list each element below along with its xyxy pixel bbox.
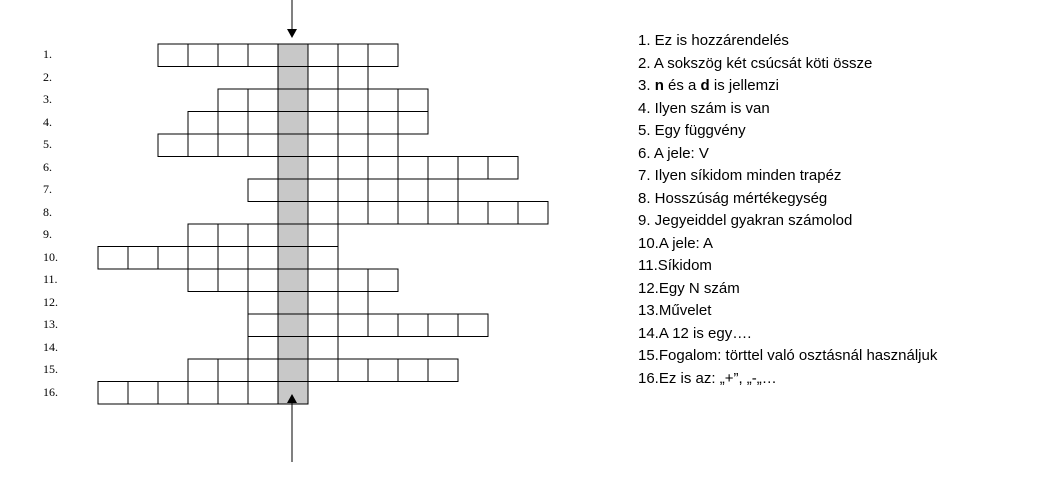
crossword-cell[interactable] bbox=[188, 112, 218, 135]
crossword-cell[interactable] bbox=[218, 359, 248, 382]
crossword-cell[interactable] bbox=[338, 89, 368, 112]
crossword-cell[interactable] bbox=[248, 44, 278, 67]
crossword-cell[interactable] bbox=[518, 202, 548, 225]
crossword-cell[interactable] bbox=[128, 382, 158, 405]
crossword-cell[interactable] bbox=[398, 179, 428, 202]
crossword-cell[interactable] bbox=[188, 247, 218, 270]
crossword-cell[interactable] bbox=[398, 89, 428, 112]
crossword-cell[interactable] bbox=[338, 179, 368, 202]
crossword-cell[interactable] bbox=[368, 359, 398, 382]
crossword-cell[interactable] bbox=[308, 224, 338, 247]
crossword-cell[interactable] bbox=[308, 269, 338, 292]
clue-12: 12.Egy N szám bbox=[638, 279, 740, 297]
crossword-cell[interactable] bbox=[428, 314, 458, 337]
crossword-cells bbox=[98, 44, 548, 404]
crossword-cell[interactable] bbox=[488, 157, 518, 180]
crossword-cell[interactable] bbox=[338, 202, 368, 225]
crossword-cell[interactable] bbox=[398, 202, 428, 225]
solution-cell[interactable] bbox=[278, 67, 308, 90]
crossword-cell[interactable] bbox=[308, 292, 338, 315]
crossword-cell[interactable] bbox=[308, 202, 338, 225]
solution-cell[interactable] bbox=[278, 292, 308, 315]
crossword-cell[interactable] bbox=[158, 382, 188, 405]
crossword-cell[interactable] bbox=[248, 89, 278, 112]
row-number: 14. bbox=[43, 339, 58, 354]
crossword-cell[interactable] bbox=[488, 202, 518, 225]
crossword-cell[interactable] bbox=[428, 359, 458, 382]
solution-cell[interactable] bbox=[278, 359, 308, 382]
clue-11: 11.Síkidom bbox=[638, 257, 712, 274]
crossword-cell[interactable] bbox=[338, 134, 368, 157]
crossword-cell[interactable] bbox=[368, 112, 398, 135]
crossword-cell[interactable] bbox=[248, 247, 278, 270]
clue-13: 13.Művelet bbox=[638, 302, 712, 319]
solution-cell[interactable] bbox=[278, 179, 308, 202]
crossword-cell[interactable] bbox=[218, 247, 248, 270]
crossword-cell[interactable] bbox=[308, 157, 338, 180]
row-number: 8. bbox=[43, 204, 52, 219]
row-number: 13. bbox=[43, 317, 58, 331]
crossword-cell[interactable] bbox=[218, 224, 248, 247]
crossword-cell[interactable] bbox=[218, 134, 248, 157]
crossword-cell[interactable] bbox=[98, 247, 128, 270]
solution-cell[interactable] bbox=[278, 224, 308, 247]
crossword-cell[interactable] bbox=[248, 269, 278, 292]
crossword-cell[interactable] bbox=[398, 112, 428, 135]
clue-14: 14.A 12 is egy…. bbox=[638, 324, 752, 342]
crossword-cell[interactable] bbox=[248, 224, 278, 247]
crossword-cell[interactable] bbox=[128, 247, 158, 270]
crossword-cell[interactable] bbox=[218, 382, 248, 405]
crossword-cell[interactable] bbox=[338, 157, 368, 180]
clue-7: 7. Ilyen síkidom minden trapéz bbox=[638, 167, 842, 184]
crossword-cell[interactable] bbox=[188, 134, 218, 157]
solution-cell[interactable] bbox=[278, 269, 308, 292]
clue-9: 9. Jegyeiddel gyakran számolod bbox=[638, 212, 853, 229]
crossword-cell[interactable] bbox=[398, 314, 428, 337]
row-number: 10. bbox=[43, 249, 58, 264]
crossword-cell[interactable] bbox=[368, 202, 398, 225]
crossword-cell[interactable] bbox=[158, 247, 188, 270]
crossword-cell[interactable] bbox=[428, 179, 458, 202]
row-number: 1. bbox=[43, 47, 52, 61]
crossword-cell[interactable] bbox=[368, 179, 398, 202]
crossword-cell[interactable] bbox=[248, 134, 278, 157]
clue-6: 6. A jele: V bbox=[638, 144, 709, 162]
clue-10: 10.A jele: A bbox=[638, 234, 714, 252]
clue-3: 3. n és a d is jellemzi bbox=[638, 77, 779, 94]
row-number: 7. bbox=[43, 182, 52, 196]
crossword-cell[interactable] bbox=[338, 67, 368, 90]
crossword-cell[interactable] bbox=[98, 382, 128, 405]
top-arrow-head bbox=[287, 29, 297, 38]
crossword-cell[interactable] bbox=[308, 112, 338, 135]
crossword-cell[interactable] bbox=[218, 89, 248, 112]
clue-15: 15.Fogalom: törttel való osztásnál használjuk bbox=[638, 347, 938, 364]
crossword-cell[interactable] bbox=[308, 44, 338, 67]
solution-cell[interactable] bbox=[278, 44, 308, 67]
clue-2: 2. A sokszög két csúcsát köti össze bbox=[638, 54, 873, 72]
row-number: 15. bbox=[43, 362, 58, 376]
crossword-cell[interactable] bbox=[338, 359, 368, 382]
crossword-cell[interactable] bbox=[308, 314, 338, 337]
crossword-cell[interactable] bbox=[218, 112, 248, 135]
crossword-cell[interactable] bbox=[308, 134, 338, 157]
crossword-cell[interactable] bbox=[308, 89, 338, 112]
crossword-cell[interactable] bbox=[368, 269, 398, 292]
crossword-cell[interactable] bbox=[338, 292, 368, 315]
clue-5: 5. Egy függvény bbox=[638, 122, 746, 139]
solution-cell[interactable] bbox=[278, 337, 308, 360]
solution-cell[interactable] bbox=[278, 134, 308, 157]
crossword-cell[interactable] bbox=[248, 382, 278, 405]
row-number: 12. bbox=[43, 294, 58, 309]
crossword-cell[interactable] bbox=[188, 269, 218, 292]
row-number: 3. bbox=[43, 92, 52, 106]
crossword-cell[interactable] bbox=[308, 359, 338, 382]
crossword-cell[interactable] bbox=[248, 314, 278, 337]
solution-cell[interactable] bbox=[278, 112, 308, 135]
crossword-cell[interactable] bbox=[248, 292, 278, 315]
crossword-cell[interactable] bbox=[458, 314, 488, 337]
crossword-cell[interactable] bbox=[368, 157, 398, 180]
row-number: 2. bbox=[43, 69, 52, 84]
crossword-cell[interactable] bbox=[218, 44, 248, 67]
row-number: 11. bbox=[43, 272, 58, 286]
crossword-cell[interactable] bbox=[248, 337, 278, 360]
solution-cell[interactable] bbox=[278, 247, 308, 270]
row-number: 4. bbox=[43, 114, 52, 129]
clue-4: 4. Ilyen szám is van bbox=[638, 99, 770, 117]
clue-list bbox=[638, 30, 937, 390]
crossword-cell[interactable] bbox=[308, 337, 338, 360]
crossword-cell[interactable] bbox=[188, 224, 218, 247]
crossword-cell[interactable] bbox=[188, 382, 218, 405]
solution-cell[interactable] bbox=[278, 89, 308, 112]
crossword-cell[interactable] bbox=[218, 269, 248, 292]
crossword-cell[interactable] bbox=[338, 269, 368, 292]
crossword-cell[interactable] bbox=[458, 157, 488, 180]
crossword-cell[interactable] bbox=[368, 89, 398, 112]
solution-cell[interactable] bbox=[278, 202, 308, 225]
crossword-cell[interactable] bbox=[398, 157, 428, 180]
row-number: 5. bbox=[43, 137, 52, 151]
crossword-cell[interactable] bbox=[248, 359, 278, 382]
crossword-cell[interactable] bbox=[188, 44, 218, 67]
crossword-cell[interactable] bbox=[368, 44, 398, 67]
crossword-cell[interactable] bbox=[428, 202, 458, 225]
crossword-cell[interactable] bbox=[368, 134, 398, 157]
crossword-cell[interactable] bbox=[458, 202, 488, 225]
crossword-cell[interactable] bbox=[428, 157, 458, 180]
crossword-cell[interactable] bbox=[248, 112, 278, 135]
crossword-cell[interactable] bbox=[338, 112, 368, 135]
row-number: 16. bbox=[43, 384, 58, 399]
crossword-cell[interactable] bbox=[308, 247, 338, 270]
crossword-cell[interactable] bbox=[398, 359, 428, 382]
row-number: 6. bbox=[43, 159, 52, 174]
clue-16: 16.Ez is az: „+”, „-„… bbox=[638, 369, 777, 387]
crossword-cell[interactable] bbox=[308, 67, 338, 90]
crossword-cell[interactable] bbox=[368, 314, 398, 337]
solution-cell[interactable] bbox=[278, 314, 308, 337]
crossword-cell[interactable] bbox=[158, 44, 188, 67]
clue-1: 1. Ez is hozzárendelés bbox=[638, 32, 789, 49]
crossword-cell[interactable] bbox=[338, 44, 368, 67]
crossword-cell[interactable] bbox=[188, 359, 218, 382]
crossword-cell[interactable] bbox=[158, 134, 188, 157]
row-number: 9. bbox=[43, 227, 52, 241]
clue-8: 8. Hosszúság mértékegység bbox=[638, 189, 828, 207]
crossword-cell[interactable] bbox=[248, 179, 278, 202]
crossword-cell[interactable] bbox=[308, 179, 338, 202]
crossword-cell[interactable] bbox=[338, 314, 368, 337]
solution-cell[interactable] bbox=[278, 157, 308, 180]
